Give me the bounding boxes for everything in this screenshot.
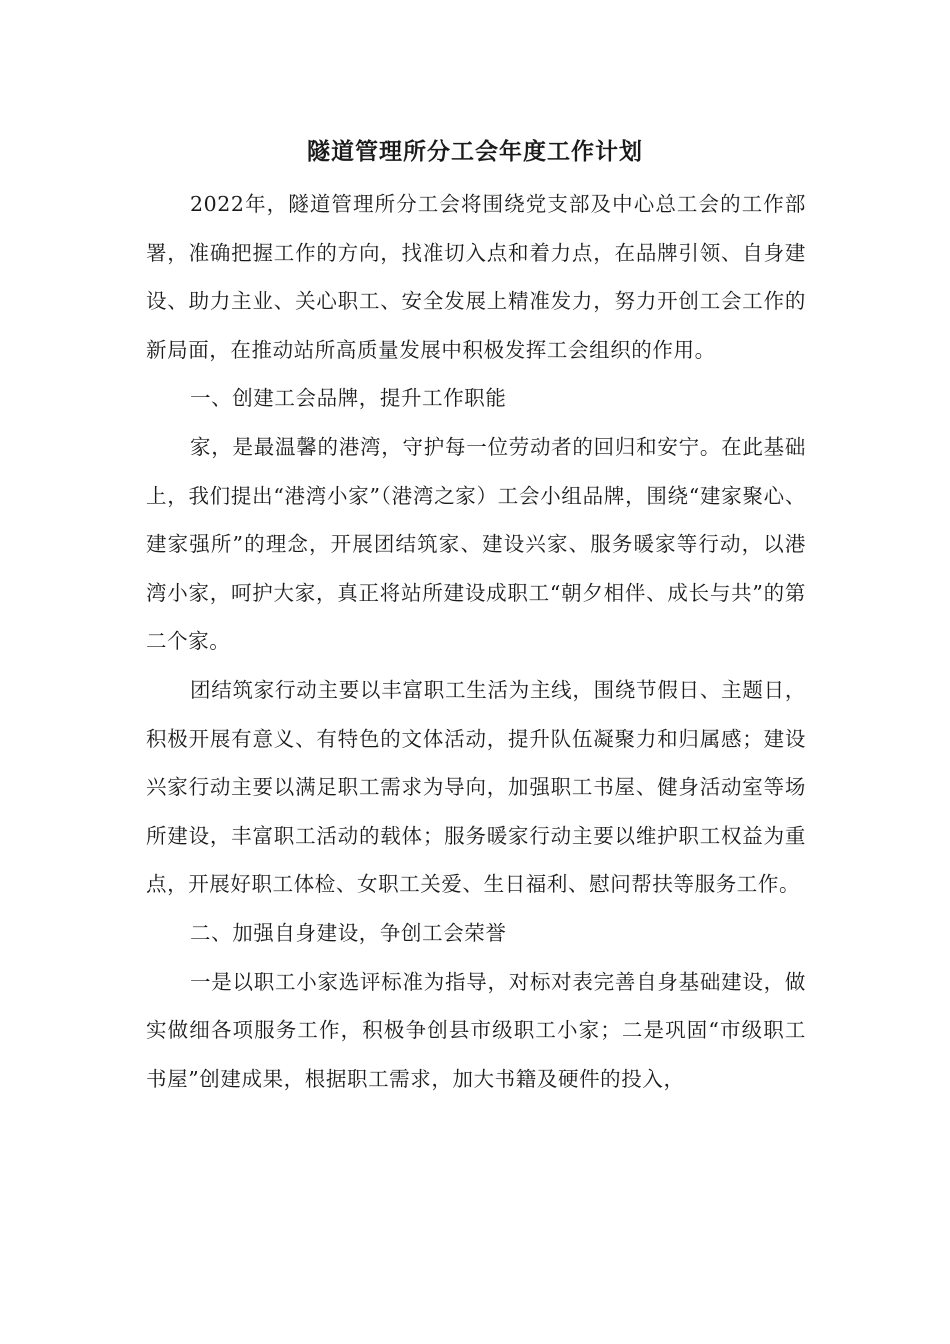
body-paragraph: 团结筑家行动主要以丰富职工生活为主线，围绕节假日、主题日，积极开展有意义、有特色的文体活动，提升队伍凝聚力和归属感；建设兴家行动主要以满足职工需求为导向，加强职工书屋、健身活动室等场所建设，丰富职工活动的载体；服务暖家行动主要以维护职工权益为重点，开展好职工体检、女职工关爱、生日福利、慰问帮扶等服务工作。 [146, 677, 806, 897]
document-title: 隧道管理所分工会年度工作计划 [307, 139, 643, 165]
document-body [146, 180, 806, 1103]
body-paragraph: 家，是最温馨的港湾，守护每一位劳动者的回归和安宁。在此基础上，我们提出“港湾小家”（港湾之家）工会小组品牌，围绕“建家聚心、建家强所”的理念，开展团结筑家、建设兴家、服务暖家等行动，以港湾小家，呵护大家，真正将站所建设成职工“朝夕相伴、成长与共”的第二个家。 [146, 434, 806, 654]
intro-paragraph: 2022年，隧道管理所分工会将围绕党支部及中心总工会的工作部署，准确把握工作的方向，找准切入点和着力点，在品牌引领、自身建设、助力主业、关心职工、安全发展上精准发力，努力开创工会工作的新局面，在推动站所高质量发展中积极发挥工会组织的作用。 [146, 192, 806, 362]
section-heading-1: 一、创建工会品牌，提升工作职能 [190, 386, 507, 411]
section-heading-2: 二、加强自身建设，争创工会荣誉 [190, 920, 507, 945]
body-paragraph: 一是以职工小家选评标准为指导，对标对表完善自身基础建设，做实做细各项服务工作，积极争创县市级职工小家；二是巩固“市级职工书屋”创建成果，根据职工需求，加大书籍及硬件的投入， [146, 969, 806, 1091]
